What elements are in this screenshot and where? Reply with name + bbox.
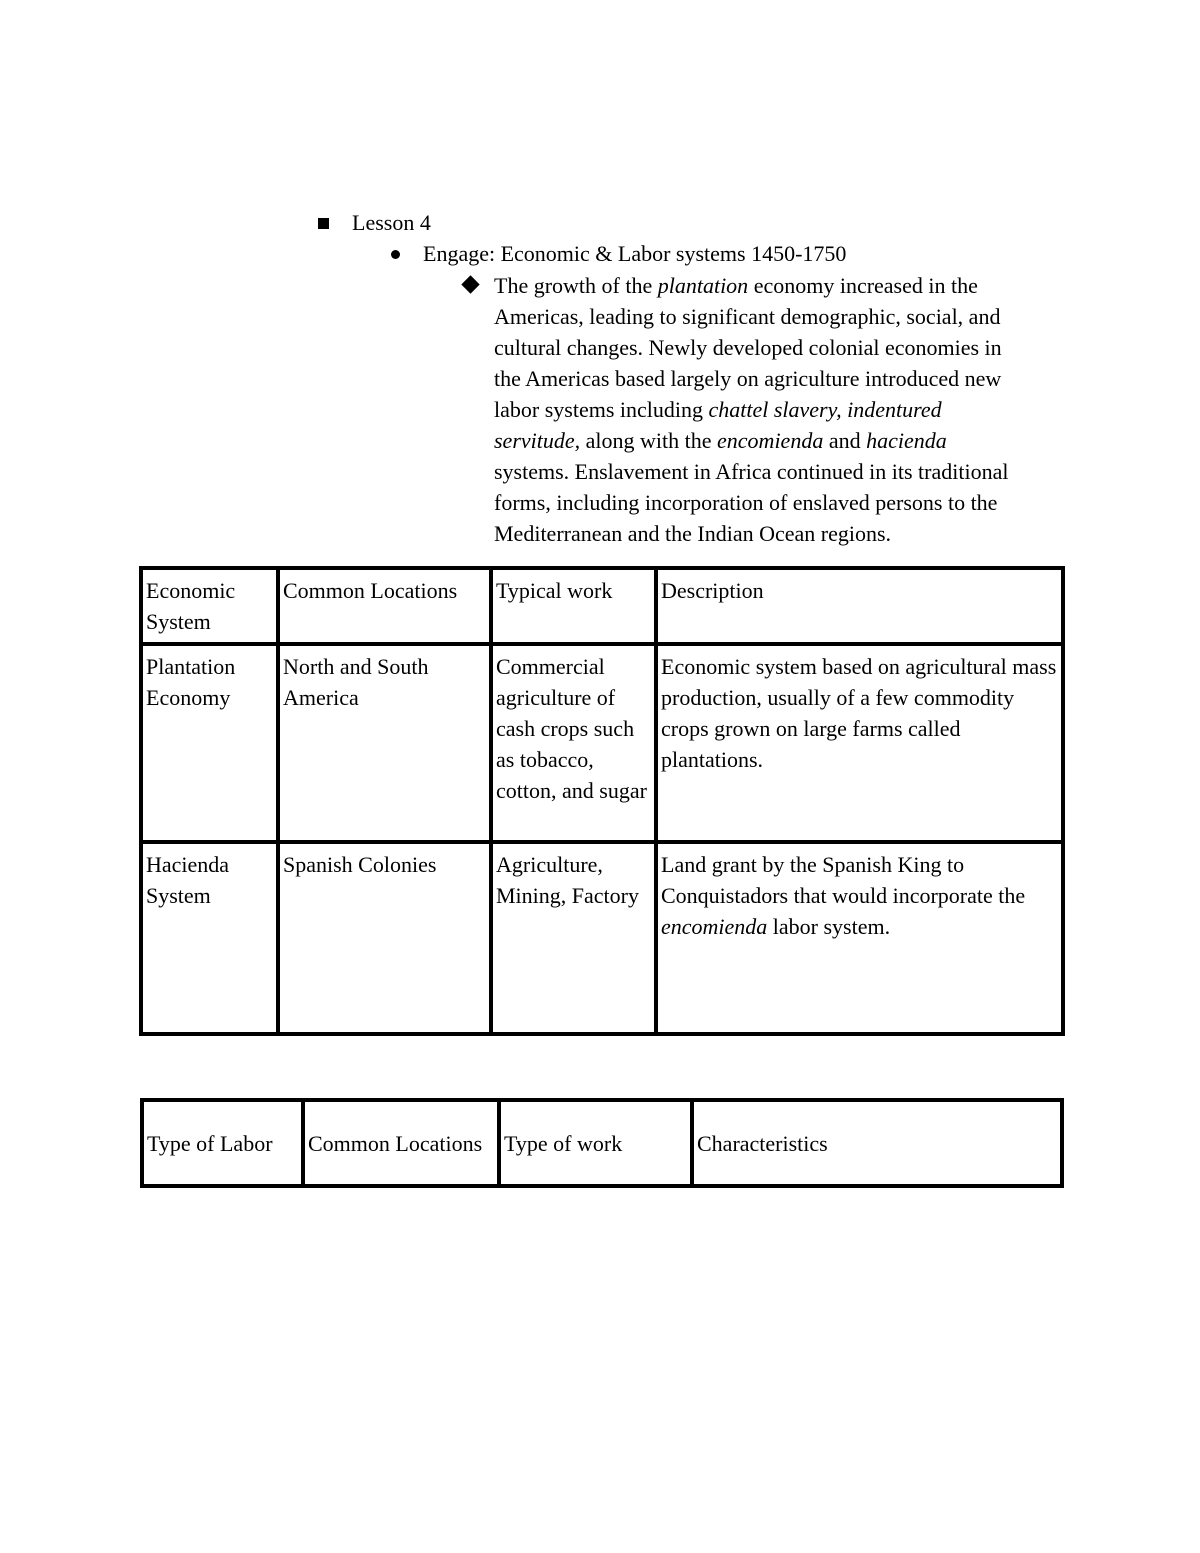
table-cell: Agriculture, Mining, Factory [491,842,656,1034]
table-cell: North and South America [278,644,491,842]
circle-bullet-icon [391,250,400,259]
table-cell: Plantation Economy [141,644,278,842]
economic-systems-table [139,566,1065,1036]
header-cell: Common Locations [278,568,491,644]
header-cell: Type of Labor [142,1100,303,1186]
outline-level2-text: Engage: Economic & Labor systems 1450-1750 [423,241,847,266]
table-cell: Commercial agriculture of cash crops such as tobacco, cotton, and sugar [491,644,656,842]
header-cell: Description [656,568,1063,644]
table-cell: Land grant by the Spanish King to Conquistadors that would incorporate the encomienda labor system. [656,842,1063,1034]
diamond-bullet-icon [461,275,479,293]
header-cell: Common Locations [303,1100,499,1186]
table-header-row [141,568,1063,644]
header-cell: Characteristics [692,1100,1062,1186]
table-row [141,644,1063,842]
table-cell: Spanish Colonies [278,842,491,1034]
outline-level1-text: Lesson 4 [352,210,431,235]
labor-types-table [140,1098,1064,1188]
outline-level3-paragraph: The growth of the plantation economy increased in the Americas, leading to significant demographic, social, and cultural changes. Newly developed colonial economies in the Americas based largely on agriculture introduced new labor systems including chattel slavery, indentured servitude, along with the encomienda and hacienda systems. Enslavement in Africa continued in its traditional forms, including incorporation of enslaved persons to the Mediterranean and the Indian Ocean regions. [494,273,1009,546]
header-cell: Economic System [141,568,278,644]
header-cell: Type of work [499,1100,692,1186]
table-cell: Economic system based on agricultural mass production, usually of a few commodity crops grown on large farms called plantations. [656,644,1063,842]
table-row [141,842,1063,1034]
square-bullet-icon [318,218,329,229]
header-cell: Typical work [491,568,656,644]
table-header-row [142,1100,1062,1186]
table-cell: Hacienda System [141,842,278,1034]
